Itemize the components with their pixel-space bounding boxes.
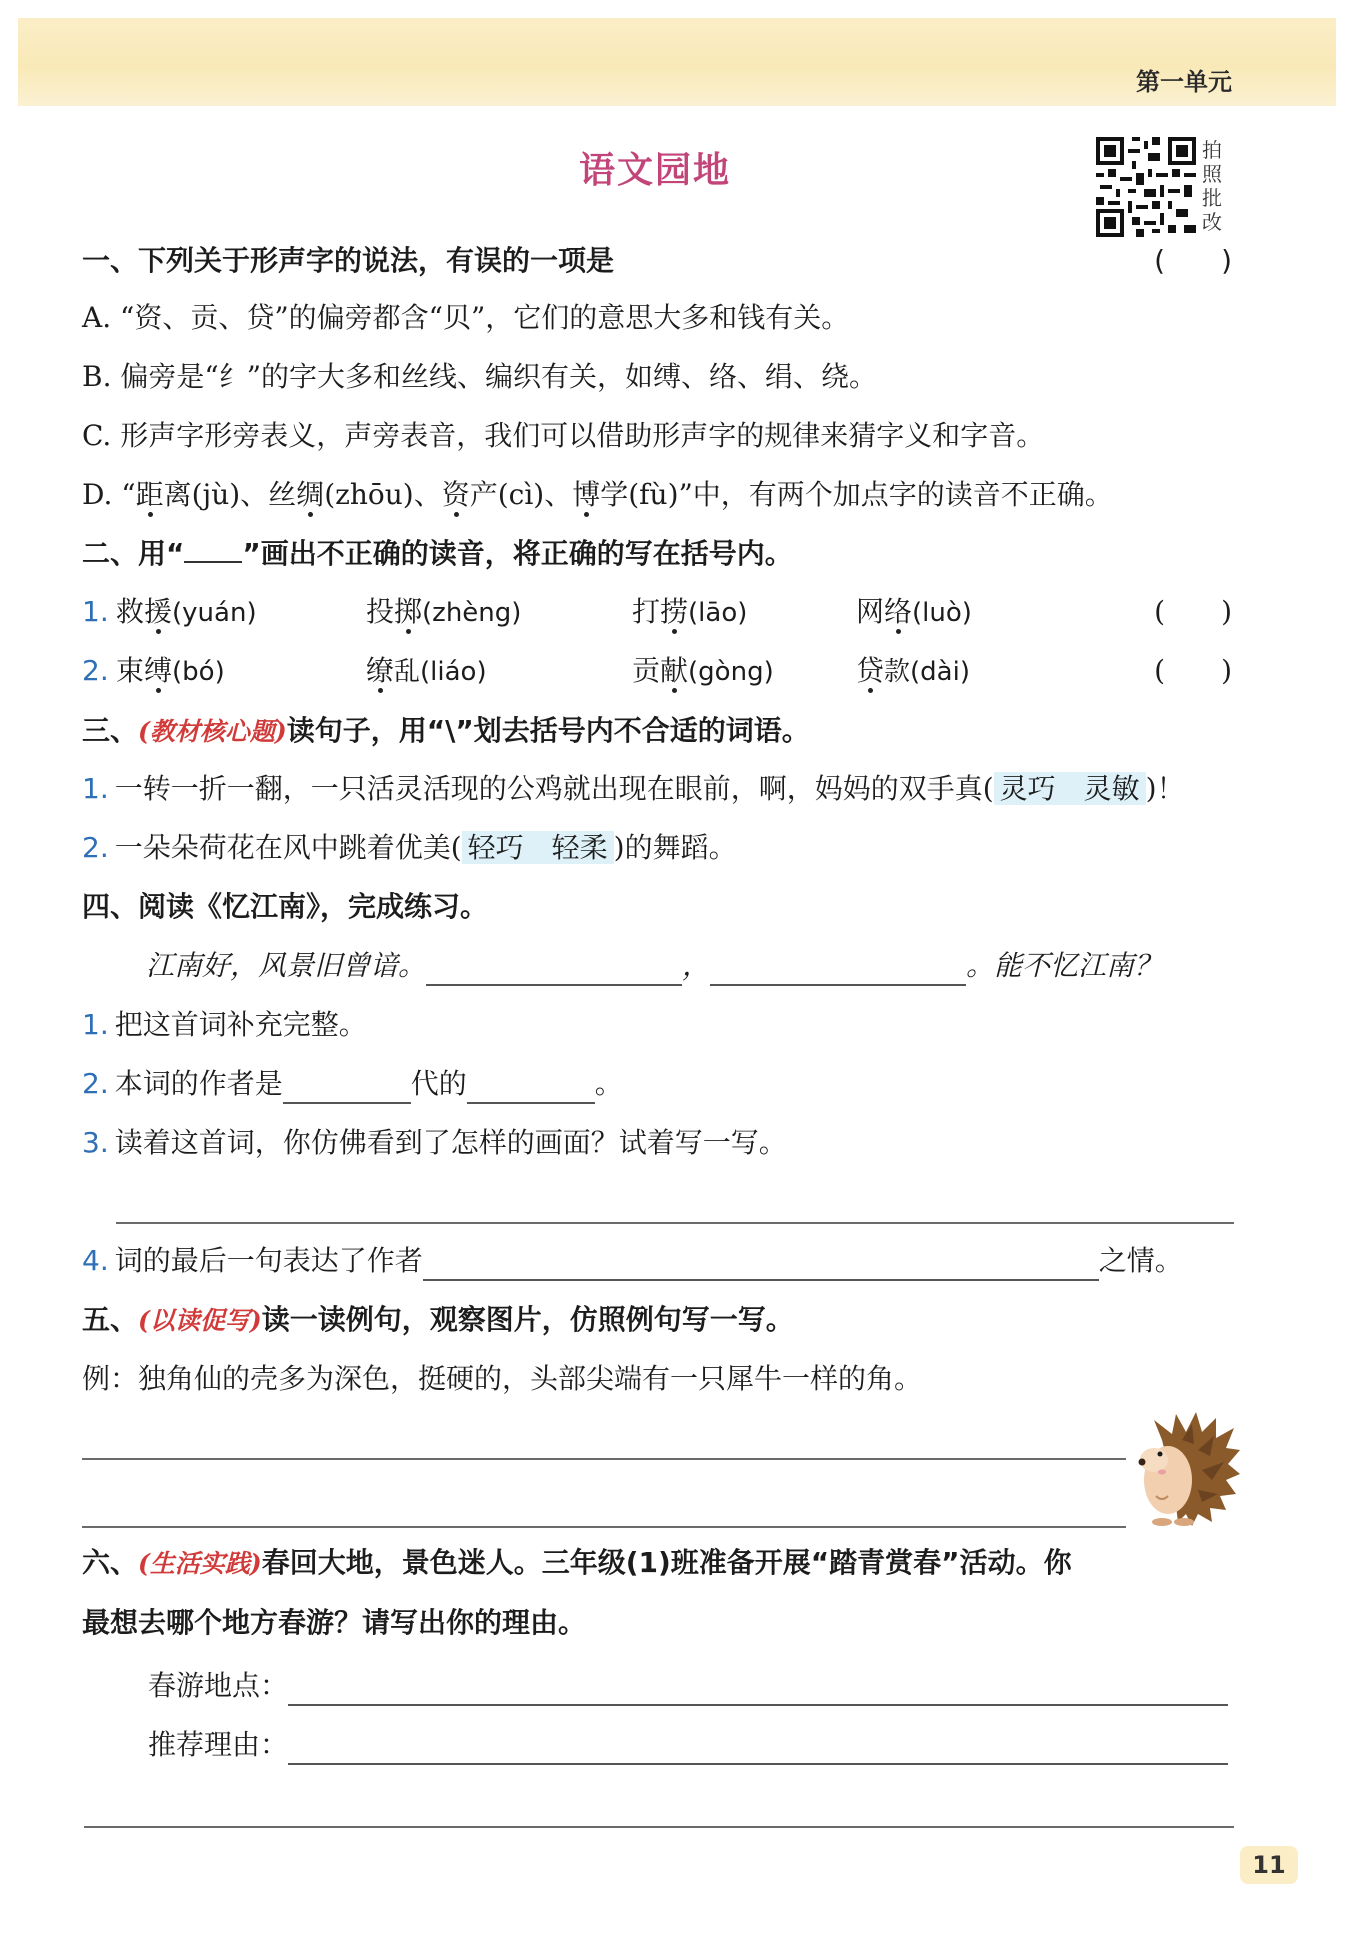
item-number: 4. <box>82 1244 109 1277</box>
q3-title-post: 读句子，用“\”划去括号内不合适的词语。 <box>286 714 810 747</box>
qr-label-char: 照 <box>1202 162 1222 186</box>
q4-title: 四、阅读《忆江南》，完成练习。 <box>82 890 489 923</box>
q1-title <box>82 241 1232 281</box>
answer-line[interactable] <box>82 1526 1126 1528</box>
item-number: 2. <box>82 831 109 864</box>
q5-title-pre: 五、 <box>82 1303 139 1336</box>
q3-item-2 <box>82 828 1232 868</box>
q6-line-2: 最想去哪个地方春游？请写出你的理由。 <box>82 1606 587 1639</box>
qr-code-icon[interactable] <box>1096 137 1196 237</box>
q2-title <box>82 534 1232 574</box>
q2-title-b: ”画出不正确的读音，将正确的写在括号内。 <box>242 537 793 570</box>
q2-word: 贷款(dài) <box>856 654 970 687</box>
page-title: 语文园地 <box>578 150 731 191</box>
q3-title <box>82 711 1232 752</box>
dotted-char: 缭 <box>366 654 395 687</box>
q1-option-d-text: 产(cì)、 <box>469 478 573 511</box>
poem-comma: ， <box>682 949 711 982</box>
q3-item-1 <box>82 769 1232 809</box>
q4-item-4 <box>82 1241 1232 1281</box>
hedgehog-image <box>1132 1410 1242 1530</box>
answer-line[interactable] <box>82 1458 1126 1460</box>
q4-item-2 <box>82 1064 1232 1104</box>
q6-title <box>82 1543 1232 1584</box>
answer-line[interactable] <box>116 1222 1234 1224</box>
q4-poem <box>146 946 1232 986</box>
q4-item-text: 词的最后一句表达了作者 <box>114 1244 423 1277</box>
poem-text: 江南好，风景旧曾谙。 <box>146 949 427 982</box>
q2-word: 打捞(lāo) <box>632 595 748 628</box>
q3-item-text: 一转一折一翻，一只活灵活现的公鸡就出现在眼前，啊，妈妈的双手真( <box>114 772 994 805</box>
q1-option-c: C. 形声字形旁表义，声旁表音，我们可以借助形声字的规律来猜字义和字音。 <box>82 419 1045 452</box>
poem-blank-2[interactable] <box>710 954 966 986</box>
item-number: 1. <box>82 595 109 628</box>
qr-label-char: 批 <box>1202 186 1222 210</box>
q3-item-text: 一朵朵荷花在风中跳着优美( <box>114 831 462 864</box>
q2-answer-paren[interactable]: ( ) <box>1154 595 1232 628</box>
q1-option-d <box>82 475 1232 515</box>
q3-item-end: )的舞蹈。 <box>613 831 737 864</box>
qr-label-char: 改 <box>1202 210 1222 234</box>
q4-item-text: 。 <box>594 1067 623 1100</box>
q4-item-text: 把这首词补充完整。 <box>114 1008 367 1041</box>
dotted-char: 绸 <box>296 478 325 511</box>
dotted-char: 援 <box>144 595 173 628</box>
q5-tag: (以读促写) <box>138 1306 262 1335</box>
q4-item-text: 本词的作者是 <box>114 1067 283 1100</box>
q4-item-text: 读着这首词，你仿佛看到了怎样的画面？试着写一写。 <box>114 1126 787 1159</box>
dotted-char: 资 <box>441 478 470 511</box>
q6-title-post: 春回大地，景色迷人。三年级(1)班准备开展“踏青赏春”活动。你 <box>261 1546 1072 1579</box>
q1-option-a: A. “资、贡、贷”的偏旁都含“贝”，它们的意思大多和钱有关。 <box>82 301 850 334</box>
q1-option-d-text: 离(jù)、丝 <box>163 478 297 511</box>
dotted-char: 掷 <box>394 595 423 628</box>
q4-item-text: 代的 <box>410 1067 467 1100</box>
reason-label: 推荐理由： <box>148 1728 289 1761</box>
q4-item-text: 之情。 <box>1098 1244 1183 1277</box>
q1-title-text: 一、下列关于形声字的说法，有误的一项是 <box>82 244 615 277</box>
q2-word: 救援(yuán) <box>116 595 257 628</box>
dynasty-blank[interactable] <box>283 1072 411 1104</box>
dotted-char: 距 <box>135 478 164 511</box>
q2-answer-paren[interactable]: ( ) <box>1154 654 1232 687</box>
item-number: 1. <box>82 772 109 805</box>
reason-blank[interactable] <box>288 1733 1228 1765</box>
q3-choice[interactable]: 轻巧 轻柔 <box>462 831 614 864</box>
q2-title-a: 二、用“ <box>82 537 185 570</box>
dotted-char: 贷 <box>856 654 885 687</box>
q6-reason <box>148 1725 1232 1765</box>
q1-option-b: B. 偏旁是“纟”的字大多和丝线、编织有关，如缚、络、绢、绕。 <box>82 360 878 393</box>
q3-title-pre: 三、 <box>82 714 139 747</box>
dotted-char: 络 <box>884 595 913 628</box>
item-number: 3. <box>82 1126 109 1159</box>
dotted-char: 缚 <box>144 654 173 687</box>
q3-tag: (教材核心题) <box>138 717 287 746</box>
q3-item-end: )！ <box>1145 772 1185 805</box>
q1-option-d-prefix: D. “ <box>82 478 136 511</box>
q2-word: 缭乱(liáo) <box>366 654 487 687</box>
q5-title <box>82 1300 1232 1341</box>
q5-example: 例：独角仙的壳多为深色，挺硬的，头部尖端有一只犀牛一样的角。 <box>82 1362 923 1395</box>
author-blank[interactable] <box>467 1072 595 1104</box>
q2-word: 束缚(bó) <box>116 654 225 687</box>
place-blank[interactable] <box>288 1674 1228 1706</box>
q1-option-d-text: 学(fù)”中，有两个加点字的读音不正确。 <box>600 478 1113 511</box>
q3-choice[interactable]: 灵巧 灵敏 <box>994 772 1146 805</box>
item-number: 2. <box>82 1067 109 1100</box>
answer-line[interactable] <box>84 1826 1234 1828</box>
poem-blank-1[interactable] <box>426 954 682 986</box>
dotted-char: 捞 <box>660 595 689 628</box>
q2-row-1 <box>82 592 1232 632</box>
page-number: 11 <box>1240 1846 1298 1884</box>
q1-answer-paren[interactable]: ( ) <box>1154 244 1232 277</box>
poem-text: 。能不忆江南？ <box>966 949 1163 982</box>
q5-title-post: 读一读例句，观察图片，仿照例句写一写。 <box>261 1303 794 1336</box>
q1-option-d-text: (zhōu)、 <box>324 478 442 511</box>
item-number: 2. <box>82 654 109 687</box>
underline-sample <box>184 537 242 563</box>
q2-row-2 <box>82 651 1232 691</box>
q6-tag: (生活实践) <box>138 1549 262 1578</box>
emotion-blank[interactable] <box>423 1249 1099 1281</box>
q2-word: 网络(luò) <box>856 595 972 628</box>
place-label: 春游地点： <box>148 1669 289 1702</box>
item-number: 1. <box>82 1008 109 1041</box>
q6-title-pre: 六、 <box>82 1546 139 1579</box>
q2-word: 贡献(gòng) <box>632 654 774 687</box>
qr-label <box>1202 138 1226 234</box>
q4-item-1 <box>82 1005 1232 1045</box>
unit-label: 第一单元 <box>1136 68 1232 96</box>
q2-word: 投掷(zhèng) <box>366 595 522 628</box>
dotted-char: 博 <box>572 478 601 511</box>
q4-item-3 <box>82 1123 1232 1163</box>
dotted-char: 献 <box>660 654 689 687</box>
q6-place <box>148 1666 1232 1706</box>
qr-label-char: 拍 <box>1202 138 1222 162</box>
